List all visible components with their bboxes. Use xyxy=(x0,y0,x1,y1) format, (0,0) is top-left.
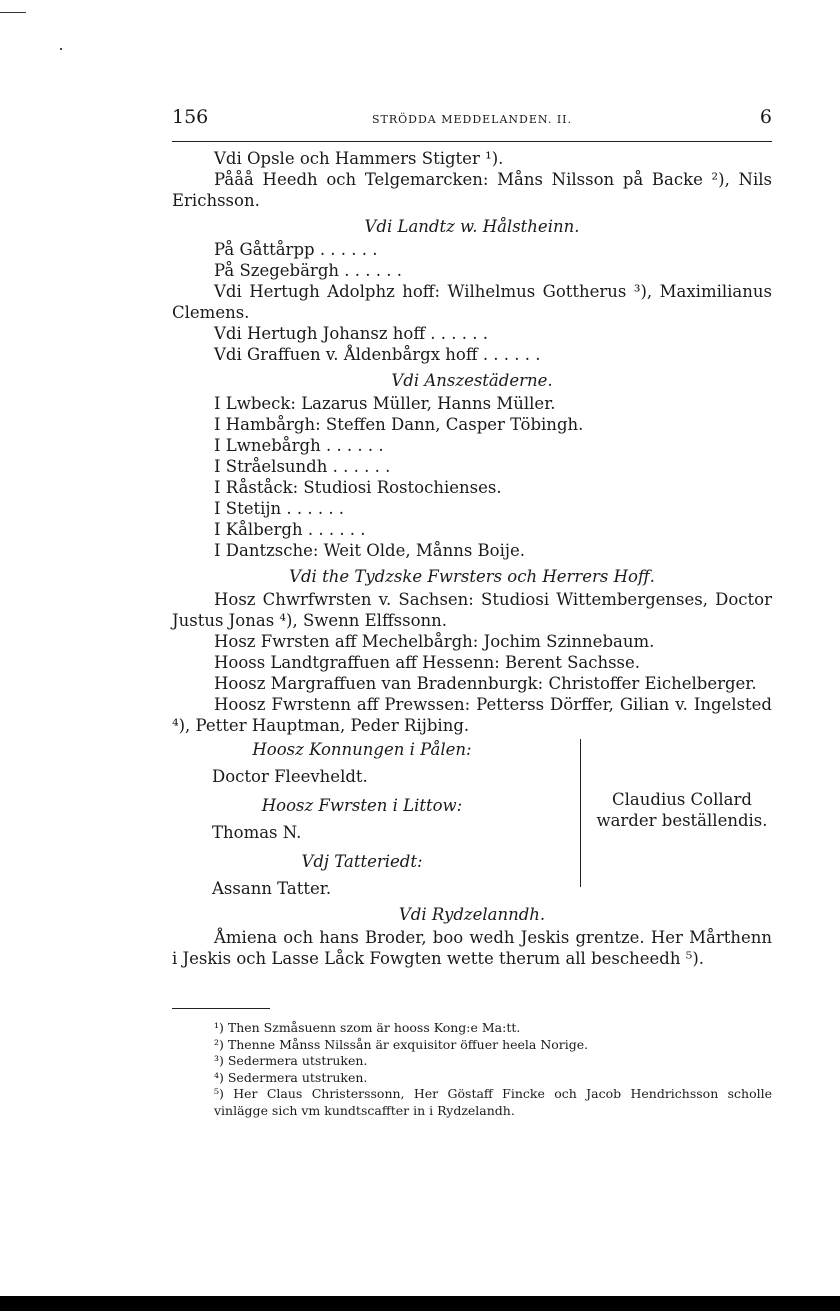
header-rule xyxy=(172,141,772,142)
paragraph: Hoosz Margraffuen van Bradennburgk: Christoffer Eichelberger. xyxy=(214,674,757,693)
footnote: ³) Sedermera utstruken. xyxy=(214,1053,368,1068)
brace-heading: Vdj Tatteriedt: xyxy=(301,852,423,871)
brace-group xyxy=(172,739,772,899)
paragraph: I Lwnebårgh . . . . . . xyxy=(214,436,384,455)
brace-entries xyxy=(172,739,512,907)
brace-heading: Hoosz Konnungen i Pålen: xyxy=(252,740,472,759)
paragraph: I Lwbeck: Lazarus Müller, Hanns Müller. xyxy=(214,394,556,413)
paragraph: Åmiena och hans Broder, boo wedh Jeskis grentze. Her Mårthenn i Jeskis och Lasse Låck Fowgten wette therum all bescheedh ⁵). xyxy=(172,928,772,968)
paragraph: På Gåttårpp . . . . . . xyxy=(214,240,378,259)
curly-brace xyxy=(572,739,581,887)
paragraph: I Kålbergh . . . . . . xyxy=(214,520,366,539)
brace-entry: Thomas N. xyxy=(212,823,302,842)
page-header xyxy=(172,106,772,132)
paragraph: Vdi Graffuen v. Åldenbårgx hoff . . . . . . xyxy=(214,345,541,364)
scan-bottom-edge xyxy=(0,1296,840,1311)
footnote-rule xyxy=(172,1008,270,1009)
paragraph: I Dantzsche: Weit Olde, Månns Boije. xyxy=(214,541,525,560)
brace-entry: Doctor Fleevheldt. xyxy=(212,767,368,786)
brace-heading: Hoosz Fwrsten i Littow: xyxy=(261,796,463,815)
section-heading: Vdi Landtz w. Hålstheinn. xyxy=(364,217,580,236)
paragraph: Vdi Hertugh Adolphz hoff: Wilhelmus Gottherus ³), Maximilianus Clemens. xyxy=(172,282,772,322)
paragraph: I Stetijn . . . . . . xyxy=(214,499,345,518)
footnote: ²) Thenne Månss Nilssån är exquisitor öffuer heela Norige. xyxy=(214,1036,589,1052)
paragraph: I Hambårgh: Steffen Dann, Casper Töbingh. xyxy=(214,415,584,434)
paragraph: Vdi Hertugh Johansz hoff . . . . . . xyxy=(214,324,488,343)
footnotes xyxy=(172,1020,772,1119)
paragraph: Hoosz Fwrstenn aff Prewssen: Petterss Dörffer, Gilian v. Ingelsted ⁴), Petter Hauptman, Peder Rijbing. xyxy=(172,695,772,735)
paragraph: Hosz Fwrsten aff Mechelbårgh: Jochim Szinnebaum. xyxy=(214,632,655,651)
paragraph: Pååå Heedh och Telgemarcken: Måns Nilsson på Backe ²), Nils Erichsson. xyxy=(172,170,772,210)
running-title: STRÖDDA MEDDELANDEN. II. xyxy=(371,113,573,126)
section-heading: Vdi Anszestäderne. xyxy=(391,371,553,390)
page-number: 156 xyxy=(172,106,209,128)
paragraph: Hosz Chwrfwrsten v. Sachsen: Studiosi Wittembergenses, Doctor Justus Jonas ⁴), Swenn Elffssonn. xyxy=(172,590,772,630)
scan-speck xyxy=(60,48,62,50)
paragraph: På Szegebärgh . . . . . . xyxy=(214,261,402,280)
section-heading: Vdi Rydzelanndh. xyxy=(398,905,546,924)
footnote: ⁵) Her Claus Christerssonn, Her Göstaff Fincke och Jacob Hendrichsson scholle vinlägge sich vm kundtscaffter in i Rydzelandh. xyxy=(214,1086,772,1118)
footnote: ⁴) Sedermera utstruken. xyxy=(214,1069,368,1085)
paragraph: Hooss Landtgraffuen aff Hessenn: Berent Sachsse. xyxy=(214,653,641,672)
paragraph: I Råståck: Studiosi Rostochienses. xyxy=(214,478,502,497)
section-heading: Vdi the Tydzske Fwrsters och Herrers Hoff. xyxy=(289,567,655,586)
page-body xyxy=(172,148,772,969)
brace-entry: Assann Tatter. xyxy=(212,879,332,898)
brace-note: Claudius Collard warder beställendis. xyxy=(596,790,768,830)
scan-edge-mark xyxy=(0,12,26,13)
signature-mark: 6 xyxy=(759,106,772,128)
paragraph: I Stråelsundh . . . . . . xyxy=(214,457,391,476)
footnote: ¹) Then Szmåsuenn szom är hooss Kong:e Ma:tt. xyxy=(214,1020,521,1035)
paragraph: Vdi Opsle och Hammers Stigter ¹). xyxy=(214,149,504,168)
